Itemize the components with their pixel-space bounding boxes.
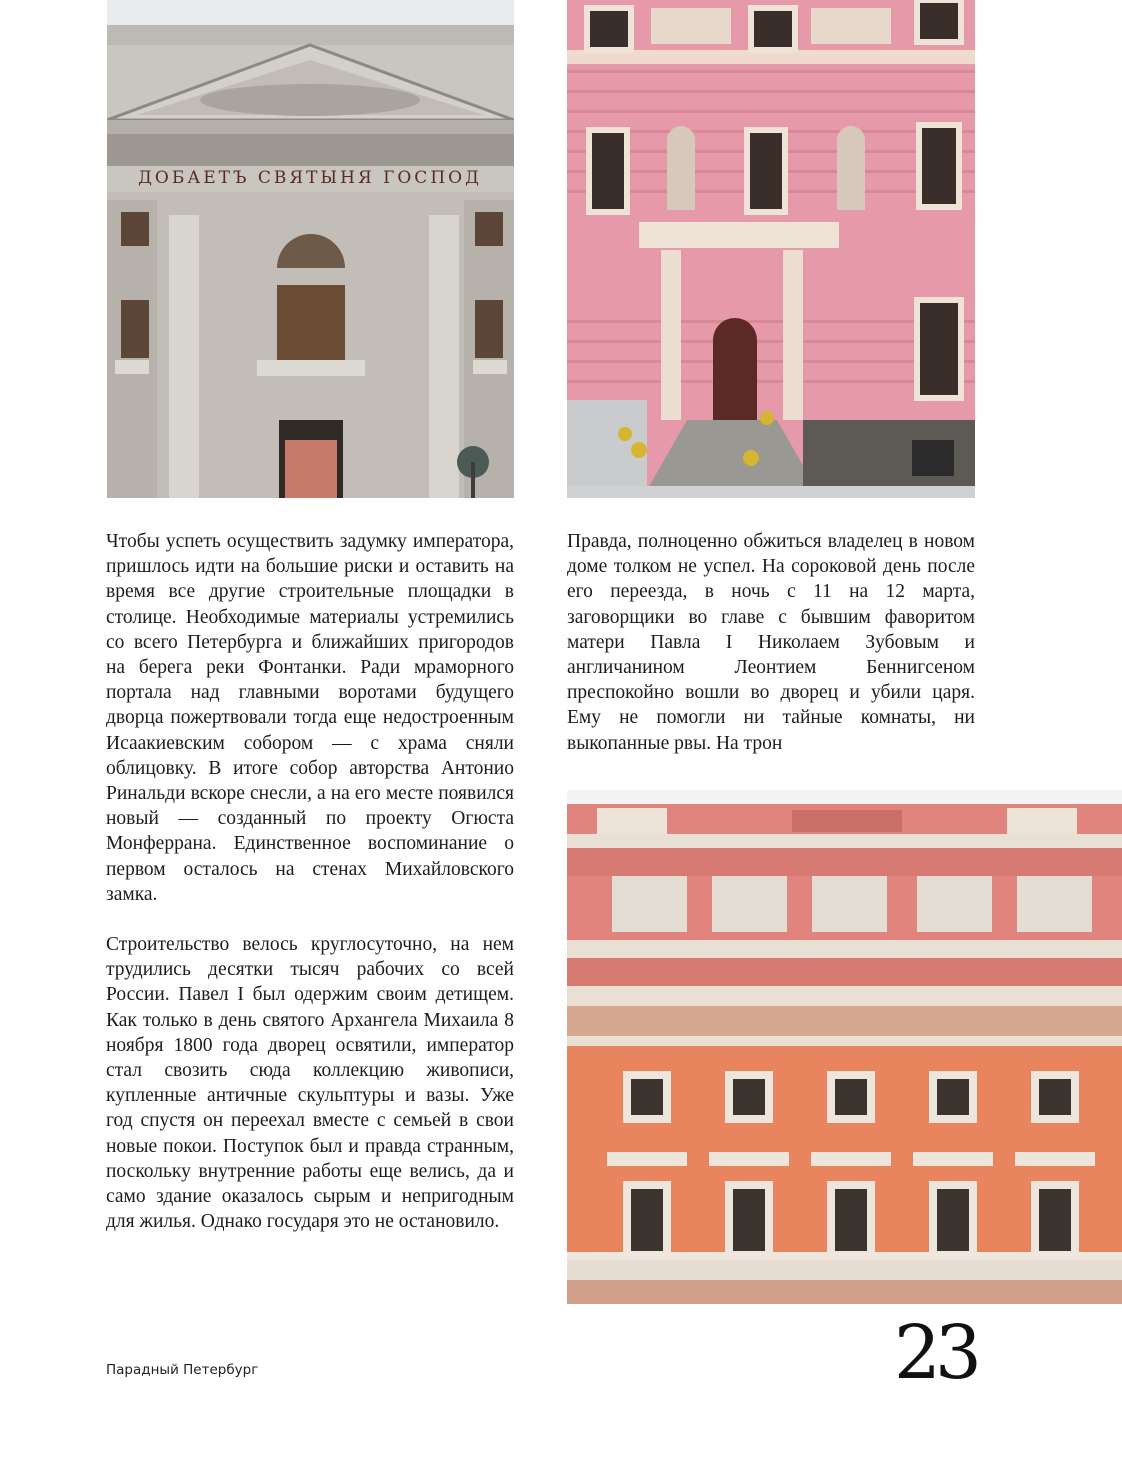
carved-inscription: ДОБАЕТЪ СВЯТЫНЯ ГОСПОД: [138, 168, 482, 188]
paragraph: Чтобы успеть осуществить задумку императора, пришлось идти на большие риски и оставить на время все другие строительные площадки в столице. Необходимые материалы устремились со всего Петербурга и ближайших пригородов на берега реки Фонтанки. Ради мраморного портала над главными воротами будущего дворца пожертвовали тогда еще недостроенным Исаакиевским собором — с храма сняли облицовку. В итоге собор авторства Антонио Ринальди вскоре снесли, а на его месте появился новый — созданный по проекту Огюста Монферрана. Единственное воспоминание о первом осталось на стенах Михайловского замка.: [106, 531, 514, 905]
left-text-column: [106, 529, 514, 1234]
palace-facade-photo: [107, 0, 514, 498]
page-number: 23: [893, 1310, 976, 1396]
running-footer-title: Парадный Петербург: [106, 1362, 259, 1378]
paragraph: Строительство велось круглосуточно, на нем трудились десятки тысяч рабочих со всей России. Павел I был одержим своим детищем. Как только в день святого Архангела Михаила 8 ноября 1800 года дворец освятили, император стал свозить сюда коллекцию живописи, купленные античные скульптуры и вазы. Уже год спустя он переехал вместе с семьей в свои новые покои. Поступок был и правда странным, поскольку внутренние работы еще велись, да и само здание оказалось сырым и непригодным для жилья. Однако государя это не остановило.: [106, 934, 514, 1233]
right-text-column: [567, 529, 975, 756]
paragraph: Правда, полноценно обжиться владелец в новом доме толком не успел. На сороковой день после его переезда, в ночь с 11 на 12 марта, заговорщики во главе с бывшим фаворитом матери Павла I Николаем Зубовым и англичанином Леонтием Беннигсеном преспокойно вошли во дворец и убили царя. Ему не помогли ни тайные комнаты, ни выкопанные рвы. На трон: [567, 531, 975, 754]
pink-facade-photo: [567, 0, 975, 498]
courtyard-facade-photo: [567, 790, 1122, 1304]
